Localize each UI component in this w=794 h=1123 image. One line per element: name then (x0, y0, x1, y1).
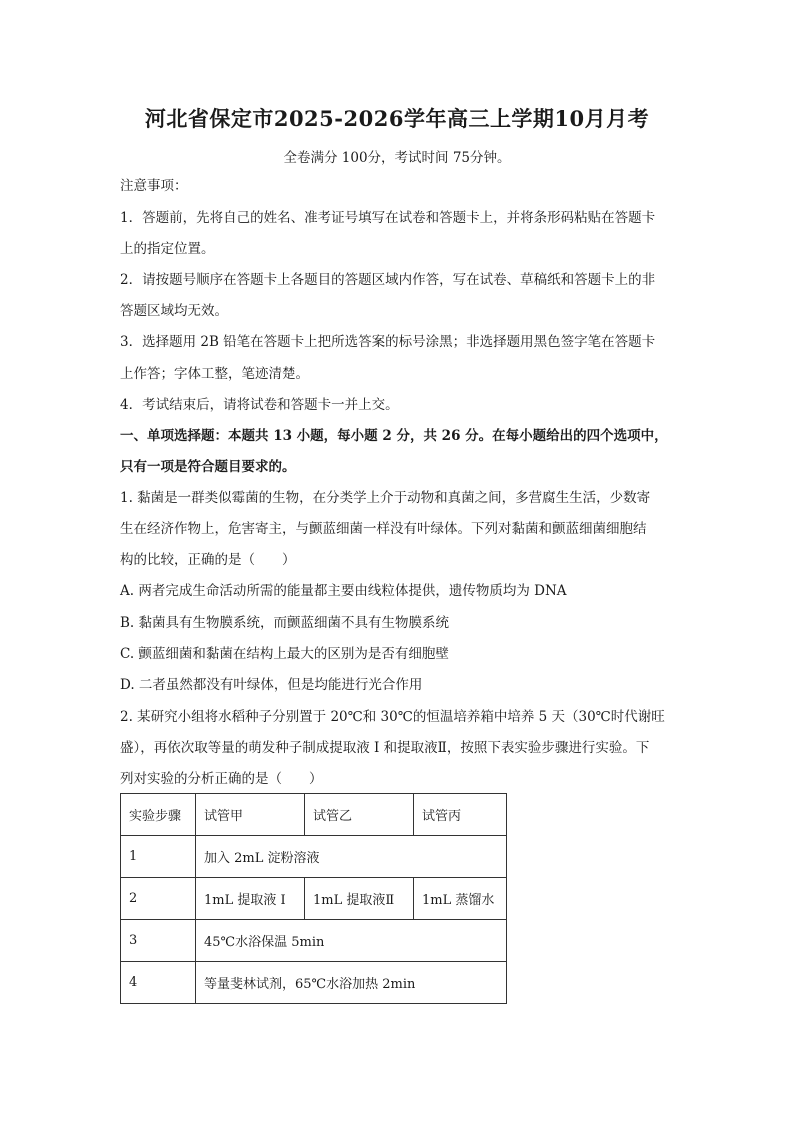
table-cell-merged: 等量斐林试剂，65℃水浴加热 2min (196, 962, 507, 1004)
table-row (121, 878, 507, 920)
table-cell-merged: 加入 2mL 淀粉溶液 (196, 836, 507, 878)
q2-stem-line-2: 盛），再依次取等量的萌发种子制成提取液 I 和提取液Ⅱ，按照下表实验步骤进行实验。下 (120, 740, 650, 756)
notice-item-1-line-2: 上的指定位置。 (120, 241, 215, 257)
header-cell-tube-b: 试管乙 (305, 794, 414, 836)
table-cell-tube-c: 1mL 蒸馏水 (414, 878, 507, 920)
notice-item-2-line-2: 答题区域均无效。 (120, 303, 228, 319)
notice-item-1-line-1: 1．答题前，先将自己的姓名、准考证号填写在试卷和答题卡上，并将条形码粘贴在答题卡 (120, 210, 656, 226)
notice-heading: 注意事项： (120, 178, 188, 194)
table-cell-tube-b: 1mL 提取液Ⅱ (305, 878, 414, 920)
q2-stem-line-1: 2. 某研究小组将水稻种子分别置于 20℃和 30℃的恒温培养箱中培养 5 天（30℃时代谢旺 (120, 709, 665, 725)
experiment-steps-table (120, 793, 507, 1004)
table-header-row (121, 794, 507, 836)
table-cell-tube-a: 1mL 提取液 I (196, 878, 305, 920)
section-heading-line-2: 只有一项是符合题目要求的。 (120, 459, 296, 475)
q1-stem-line-2: 生在经济作物上，危害寄主，与颤蓝细菌一样没有叶绿体。下列对黏菌和颤蓝细菌细胞结 (120, 521, 647, 537)
notice-item-4: 4．考试结束后，请将试卷和答题卡一并上交。 (120, 397, 399, 413)
q1-option-b: B. 黏菌具有生物膜系统，而颤蓝细菌不具有生物膜系统 (120, 615, 450, 631)
q1-option-a: A. 两者完成生命活动所需的能量都主要由线粒体提供，遗传物质均为 DNA (120, 583, 567, 599)
q1-option-c: C. 颤蓝细菌和黏菌在结构上最大的区别为是否有细胞壁 (120, 646, 449, 662)
table-cell-step: 2 (121, 878, 196, 920)
section-heading-line-1: 一、单项选择题：本题共 13 小题，每小题 2 分，共 26 分。在每小题给出的四个选项中， (120, 428, 668, 444)
q1-stem-line-1: 1. 黏菌是一群类似霉菌的生物，在分类学上介于动物和真菌之间，多营腐生生活，少数寄 (120, 490, 651, 506)
table-row (121, 962, 507, 1004)
notice-item-3-line-2: 上作答；字体工整，笔迹清楚。 (120, 366, 309, 382)
table-cell-step: 3 (121, 920, 196, 962)
exam-title: 河北省保定市2025-2026学年高三上学期10月月考 (144, 106, 650, 131)
table-row (121, 920, 507, 962)
table-row (121, 836, 507, 878)
q1-stem-line-3: 构的比较，正确的是（ ） (120, 552, 296, 568)
exam-subtitle: 全卷满分 100分，考试时间 75分钟。 (283, 150, 511, 166)
notice-item-3-line-1: 3．选择题用 2B 铅笔在答题卡上把所选答案的标号涂黑；非选择题用黑色签字笔在答题卡 (120, 334, 656, 350)
table-cell-step: 1 (121, 836, 196, 878)
table-cell-merged: 45℃水浴保温 5min (196, 920, 507, 962)
header-cell-tube-c: 试管丙 (414, 794, 507, 836)
q1-option-d: D. 二者虽然都没有叶绿体，但是均能进行光合作用 (120, 677, 423, 693)
notice-item-2-line-1: 2．请按题号顺序在答题卡上各题目的答题区域内作答，写在试卷、草稿纸和答题卡上的非 (120, 272, 656, 288)
table-cell-step: 4 (121, 962, 196, 1004)
header-cell-step: 实验步骤 (121, 794, 196, 836)
header-cell-tube-a: 试管甲 (196, 794, 305, 836)
q2-stem-line-3: 列对实验的分析正确的是（ ） (120, 771, 323, 787)
